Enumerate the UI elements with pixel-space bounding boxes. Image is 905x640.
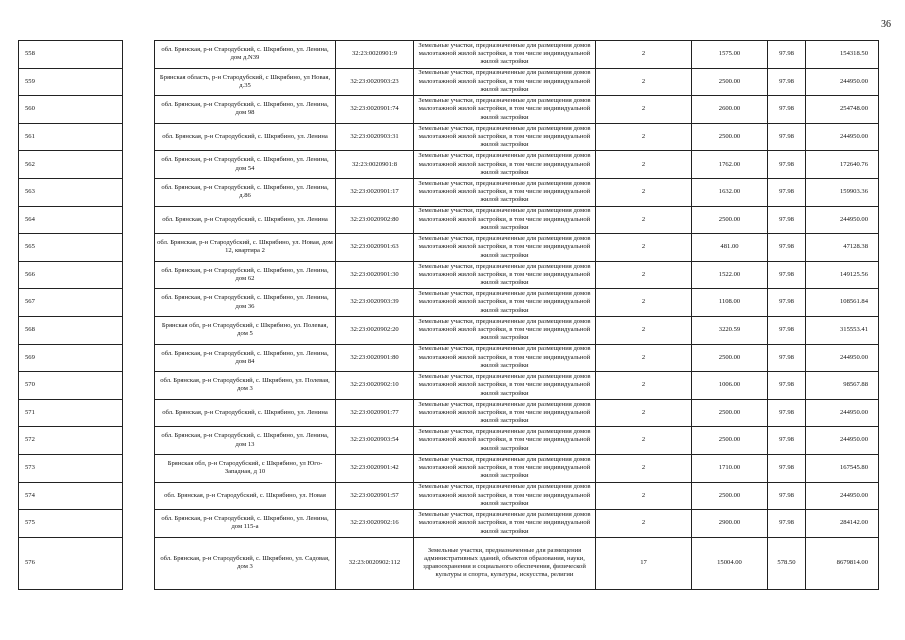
table-row: [19, 316, 879, 344]
land-use-cell: Земельные участки, предназначенные для размещения административных зданий, объектов образования, науки, здравоохранения и социального обеспечения, физической культуры и спорта, культуры, искусства, религии: [414, 537, 596, 589]
row-number: 573: [19, 454, 123, 482]
cadastral-value-cell: 244950.00: [806, 344, 879, 372]
cadastral-value-cell: 159903.36: [806, 178, 879, 206]
land-use-cell: Земельные участки, предназначенные для размещения домов малоэтажной жилой застройки, в том числе индивидуальной жилой застройки: [414, 123, 596, 151]
table-row: [19, 289, 879, 317]
group-cell: 2: [596, 289, 692, 317]
land-use-cell: Земельные участки, предназначенные для размещения домов малоэтажной жилой застройки, в том числе индивидуальной жилой застройки: [414, 68, 596, 96]
cadastral-value-cell: 244950.00: [806, 206, 879, 234]
land-use-cell: Земельные участки, предназначенные для размещения домов малоэтажной жилой застройки, в том числе индивидуальной жилой застройки: [414, 261, 596, 289]
rate-cell: 97.98: [768, 41, 806, 69]
address-cell: Брянская область, р-н Стародубский, с Шкрябино, ул Новая, д.35: [155, 68, 336, 96]
row-number: 562: [19, 151, 123, 179]
rate-cell: 97.98: [768, 178, 806, 206]
cadastral-number-cell: 32:23:0020901:30: [336, 261, 414, 289]
group-cell: 2: [596, 454, 692, 482]
rate-cell: 97.98: [768, 510, 806, 538]
group-cell: 2: [596, 123, 692, 151]
area-cell: 2900.00: [692, 510, 768, 538]
table-row: [19, 206, 879, 234]
cadastral-number-cell: 32:23:0020902:80: [336, 206, 414, 234]
group-cell: 2: [596, 206, 692, 234]
area-cell: 3220.59: [692, 316, 768, 344]
table-row: [19, 427, 879, 455]
area-cell: 1108.00: [692, 289, 768, 317]
address-cell: обл. Брянская, р-н Стародубский, с. Шкрябино, ул. Ленина, дом 54: [155, 151, 336, 179]
row-number: 569: [19, 344, 123, 372]
row-gap: [123, 427, 155, 455]
row-number: 563: [19, 178, 123, 206]
table-row: [19, 261, 879, 289]
land-use-cell: Земельные участки, предназначенные для размещения домов малоэтажной жилой застройки, в том числе индивидуальной жилой застройки: [414, 427, 596, 455]
row-gap: [123, 41, 155, 69]
row-number: 570: [19, 372, 123, 400]
cadastral-value-cell: 254748.00: [806, 96, 879, 124]
rate-cell: 578.50: [768, 537, 806, 589]
cadastral-value-cell: 154318.50: [806, 41, 879, 69]
land-use-cell: Земельные участки, предназначенные для размещения домов малоэтажной жилой застройки, в том числе индивидуальной жилой застройки: [414, 454, 596, 482]
row-gap: [123, 482, 155, 510]
row-number: 559: [19, 68, 123, 96]
area-cell: 2600.00: [692, 96, 768, 124]
address-cell: обл. Брянская, р-н Стародубский, с. Шкрябино, ул. Ленина, дом 84: [155, 344, 336, 372]
land-registry-table: [18, 40, 879, 590]
cadastral-value-cell: 315553.41: [806, 316, 879, 344]
cadastral-value-cell: 47128.38: [806, 234, 879, 262]
address-cell: обл. Брянская, р-н Стародубский, с. Шкрябино, ул. Новая, дом 12, квартира 2: [155, 234, 336, 262]
group-cell: 2: [596, 372, 692, 400]
table-row: [19, 482, 879, 510]
row-gap: [123, 510, 155, 538]
table-body: [19, 41, 879, 590]
cadastral-number-cell: 32:23:0020901:9: [336, 41, 414, 69]
address-cell: обл. Брянская, р-н Стародубский, с. Шкрябино, ул. Ленина, дом д.N39: [155, 41, 336, 69]
area-cell: 15004.00: [692, 537, 768, 589]
cadastral-value-cell: 244950.00: [806, 68, 879, 96]
address-cell: обл. Брянская, р-н Стародубский, с. Шкрябино, ул. Ленина, дом 13: [155, 427, 336, 455]
row-gap: [123, 151, 155, 179]
area-cell: 1710.00: [692, 454, 768, 482]
table-row: [19, 178, 879, 206]
group-cell: 2: [596, 41, 692, 69]
group-cell: 2: [596, 344, 692, 372]
row-gap: [123, 123, 155, 151]
cadastral-number-cell: 32:23:0020902:20: [336, 316, 414, 344]
address-cell: обл. Брянская, р-н Стародубский, с. Шкрябино, ул. Ленина, дом 115-а: [155, 510, 336, 538]
group-cell: 2: [596, 151, 692, 179]
row-gap: [123, 178, 155, 206]
row-number: 558: [19, 41, 123, 69]
area-cell: 1632.00: [692, 178, 768, 206]
row-gap: [123, 316, 155, 344]
cadastral-number-cell: 32:23:0020903:39: [336, 289, 414, 317]
area-cell: 2500.00: [692, 68, 768, 96]
row-number: 576: [19, 537, 123, 589]
cadastral-value-cell: 172640.76: [806, 151, 879, 179]
cadastral-number-cell: 32:23:0020901:74: [336, 96, 414, 124]
area-cell: 1006.00: [692, 372, 768, 400]
cadastral-value-cell: 98567.88: [806, 372, 879, 400]
cadastral-number-cell: 32:23:0020903:31: [336, 123, 414, 151]
cadastral-number-cell: 32:23:0020902:10: [336, 372, 414, 400]
row-gap: [123, 399, 155, 427]
rate-cell: 97.98: [768, 68, 806, 96]
table-row: [19, 537, 879, 589]
rate-cell: 97.98: [768, 261, 806, 289]
row-number: 567: [19, 289, 123, 317]
cadastral-number-cell: 32:23:0020901:77: [336, 399, 414, 427]
rate-cell: 97.98: [768, 482, 806, 510]
row-number: 560: [19, 96, 123, 124]
cadastral-value-cell: 244950.00: [806, 482, 879, 510]
cadastral-number-cell: 32:23:0020901:80: [336, 344, 414, 372]
address-cell: обл. Брянская, р-н Стародубский, с. Шкрябино, ул. Полевая, дом 3: [155, 372, 336, 400]
cadastral-value-cell: 8679814.00: [806, 537, 879, 589]
row-gap: [123, 96, 155, 124]
cadastral-value-cell: 244950.00: [806, 123, 879, 151]
rate-cell: 97.98: [768, 234, 806, 262]
table-row: [19, 510, 879, 538]
group-cell: 17: [596, 537, 692, 589]
area-cell: 1762.00: [692, 151, 768, 179]
cadastral-number-cell: 32:23:0020903:23: [336, 68, 414, 96]
address-cell: Брянская обл, р-н Стародубский, с Шкрябино, ул. Полевая, дом 5: [155, 316, 336, 344]
address-cell: обл. Брянская, р-н Стародубский, с. Шкрябино, ул. Ленина: [155, 399, 336, 427]
cadastral-value-cell: 108561.84: [806, 289, 879, 317]
row-gap: [123, 261, 155, 289]
rate-cell: 97.98: [768, 454, 806, 482]
rate-cell: 97.98: [768, 372, 806, 400]
cadastral-number-cell: 32:23:0020901:57: [336, 482, 414, 510]
cadastral-value-cell: 149125.56: [806, 261, 879, 289]
address-cell: обл. Брянская, р-н Стародубский, с. Шкрябино, ул. Садовая, дом 3: [155, 537, 336, 589]
table-row: [19, 41, 879, 69]
row-number: 561: [19, 123, 123, 151]
cadastral-number-cell: 32:23:0020901:8: [336, 151, 414, 179]
area-cell: 2500.00: [692, 482, 768, 510]
row-number: 571: [19, 399, 123, 427]
cadastral-value-cell: 284142.00: [806, 510, 879, 538]
land-use-cell: Земельные участки, предназначенные для размещения домов малоэтажной жилой застройки, в том числе индивидуальной жилой застройки: [414, 234, 596, 262]
table-row: [19, 151, 879, 179]
row-gap: [123, 68, 155, 96]
land-use-cell: Земельные участки, предназначенные для размещения домов малоэтажной жилой застройки, в том числе индивидуальной жилой застройки: [414, 41, 596, 69]
row-gap: [123, 372, 155, 400]
table-row: [19, 123, 879, 151]
land-use-cell: Земельные участки, предназначенные для размещения домов малоэтажной жилой застройки, в том числе индивидуальной жилой застройки: [414, 482, 596, 510]
rate-cell: 97.98: [768, 399, 806, 427]
land-use-cell: Земельные участки, предназначенные для размещения домов малоэтажной жилой застройки, в том числе индивидуальной жилой застройки: [414, 316, 596, 344]
land-use-cell: Земельные участки, предназначенные для размещения домов малоэтажной жилой застройки, в том числе индивидуальной жилой застройки: [414, 289, 596, 317]
group-cell: 2: [596, 261, 692, 289]
table-row: [19, 372, 879, 400]
area-cell: 2500.00: [692, 399, 768, 427]
row-gap: [123, 537, 155, 589]
group-cell: 2: [596, 399, 692, 427]
table-row: [19, 96, 879, 124]
address-cell: обл. Брянская, р-н Стародубский, с. Шкрябино, ул. Ленина: [155, 123, 336, 151]
area-cell: 1522.00: [692, 261, 768, 289]
cadastral-value-cell: 244950.00: [806, 427, 879, 455]
group-cell: 2: [596, 427, 692, 455]
row-gap: [123, 206, 155, 234]
row-gap: [123, 344, 155, 372]
group-cell: 2: [596, 68, 692, 96]
row-gap: [123, 454, 155, 482]
row-gap: [123, 289, 155, 317]
rate-cell: 97.98: [768, 316, 806, 344]
area-cell: 2500.00: [692, 344, 768, 372]
cadastral-number-cell: 32:23:0020901:63: [336, 234, 414, 262]
row-number: 566: [19, 261, 123, 289]
land-use-cell: Земельные участки, предназначенные для размещения домов малоэтажной жилой застройки, в том числе индивидуальной жилой застройки: [414, 206, 596, 234]
cadastral-number-cell: 32:23:0020903:54: [336, 427, 414, 455]
group-cell: 2: [596, 510, 692, 538]
rate-cell: 97.98: [768, 123, 806, 151]
address-cell: обл. Брянская, р-н Стародубский, с. Шкрябино, ул. Ленина, дом 98: [155, 96, 336, 124]
land-use-cell: Земельные участки, предназначенные для размещения домов малоэтажной жилой застройки, в том числе индивидуальной жилой застройки: [414, 178, 596, 206]
group-cell: 2: [596, 234, 692, 262]
rate-cell: 97.98: [768, 289, 806, 317]
cadastral-number-cell: 32:23:0020902:16: [336, 510, 414, 538]
address-cell: Брянская обл, р-н Стародубский, с Шкрябино, ул Юго-Западная, д 10: [155, 454, 336, 482]
area-cell: 2500.00: [692, 427, 768, 455]
cadastral-number-cell: 32:23:0020902:112: [336, 537, 414, 589]
row-number: 564: [19, 206, 123, 234]
area-cell: 1575.00: [692, 41, 768, 69]
table-row: [19, 68, 879, 96]
land-use-cell: Земельные участки, предназначенные для размещения домов малоэтажной жилой застройки, в том числе индивидуальной жилой застройки: [414, 344, 596, 372]
table-row: [19, 344, 879, 372]
land-use-cell: Земельные участки, предназначенные для размещения домов малоэтажной жилой застройки, в том числе индивидуальной жилой застройки: [414, 372, 596, 400]
page-number: 36: [881, 19, 891, 30]
rate-cell: 97.98: [768, 96, 806, 124]
group-cell: 2: [596, 178, 692, 206]
address-cell: обл. Брянская, р-н Стародубский, с. Шкрябино, ул. Новая: [155, 482, 336, 510]
row-number: 575: [19, 510, 123, 538]
row-number: 568: [19, 316, 123, 344]
rate-cell: 97.98: [768, 344, 806, 372]
group-cell: 2: [596, 316, 692, 344]
cadastral-number-cell: 32:23:0020901:42: [336, 454, 414, 482]
land-use-cell: Земельные участки, предназначенные для размещения домов малоэтажной жилой застройки, в том числе индивидуальной жилой застройки: [414, 510, 596, 538]
address-cell: обл. Брянская, р-н Стародубский, с. Шкрябино, ул. Ленина, дом 62: [155, 261, 336, 289]
row-gap: [123, 234, 155, 262]
rate-cell: 97.98: [768, 206, 806, 234]
area-cell: 2500.00: [692, 123, 768, 151]
land-use-cell: Земельные участки, предназначенные для размещения домов малоэтажной жилой застройки, в том числе индивидуальной жилой застройки: [414, 399, 596, 427]
address-cell: обл. Брянская, р-н Стародубский, с. Шкрябино, ул. Ленина: [155, 206, 336, 234]
table-row: [19, 399, 879, 427]
area-cell: 2500.00: [692, 206, 768, 234]
address-cell: обл. Брянская, р-н Стародубский, с. Шкрябино, ул. Ленина, дом 36: [155, 289, 336, 317]
land-use-cell: Земельные участки, предназначенные для размещения домов малоэтажной жилой застройки, в том числе индивидуальной жилой застройки: [414, 151, 596, 179]
rate-cell: 97.98: [768, 151, 806, 179]
area-cell: 481.00: [692, 234, 768, 262]
address-cell: обл. Брянская, р-н Стародубский, с. Шкрябино, ул. Ленина, д.86: [155, 178, 336, 206]
group-cell: 2: [596, 482, 692, 510]
table-row: [19, 454, 879, 482]
row-number: 574: [19, 482, 123, 510]
table-row: [19, 234, 879, 262]
group-cell: 2: [596, 96, 692, 124]
cadastral-value-cell: 167545.80: [806, 454, 879, 482]
cadastral-number-cell: 32:23:0020901:17: [336, 178, 414, 206]
rate-cell: 97.98: [768, 427, 806, 455]
land-use-cell: Земельные участки, предназначенные для размещения домов малоэтажной жилой застройки, в том числе индивидуальной жилой застройки: [414, 96, 596, 124]
row-number: 572: [19, 427, 123, 455]
cadastral-value-cell: 244950.00: [806, 399, 879, 427]
row-number: 565: [19, 234, 123, 262]
